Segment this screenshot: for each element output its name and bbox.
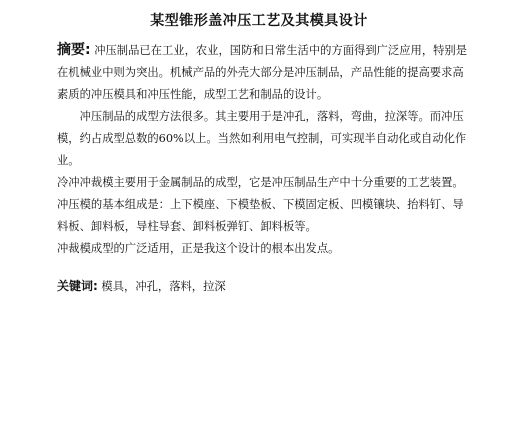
abstract-paragraph-1 xyxy=(57,39,469,106)
keywords-text: 模具，冲孔，落料，拉深 xyxy=(101,280,226,293)
keywords-separator: : xyxy=(93,279,98,293)
abstract-text-1: 冲压制品已在工业，农业，国防和日常生活中的方面得到广泛应用，特别是在机械业中则为突出。机械产品的外壳大部分是冲压制品，产品性能的提高要求高素质的冲压模具和冲压性能，成型工艺和制品的设计。 xyxy=(57,44,468,101)
keywords-section xyxy=(57,276,469,297)
abstract-section xyxy=(57,39,469,260)
abstract-paragraph-4: 冲裁模成型的广泛适用，正是我这个设计的根本出发点。 xyxy=(57,242,340,255)
document-title: 某型锥形盖冲压工艺及其模具设计 xyxy=(150,13,368,29)
abstract-label: 摘要: xyxy=(57,42,91,58)
abstract-paragraph-3: 冷冲冲裁模主要用于金属制品的成型，它是冲压制品生产中十分重要的工艺装置。冲压模的基本组成是：上下模座、下模垫板、下模固定板、凹模镶块、抬料钉、导料板、卸料板，导柱导套、卸料板弹钉、卸料板等。 xyxy=(57,176,464,233)
abstract-paragraph-2: 冲压制品的成型方法很多。其主要用于是冲孔，落料，弯曲，拉深等。而冲压模，约占成型总数的60%以上。当然如利用电气控制，可实现半自动化或自动化作业。 xyxy=(57,110,467,167)
keywords-label: 关键词 xyxy=(57,279,94,293)
